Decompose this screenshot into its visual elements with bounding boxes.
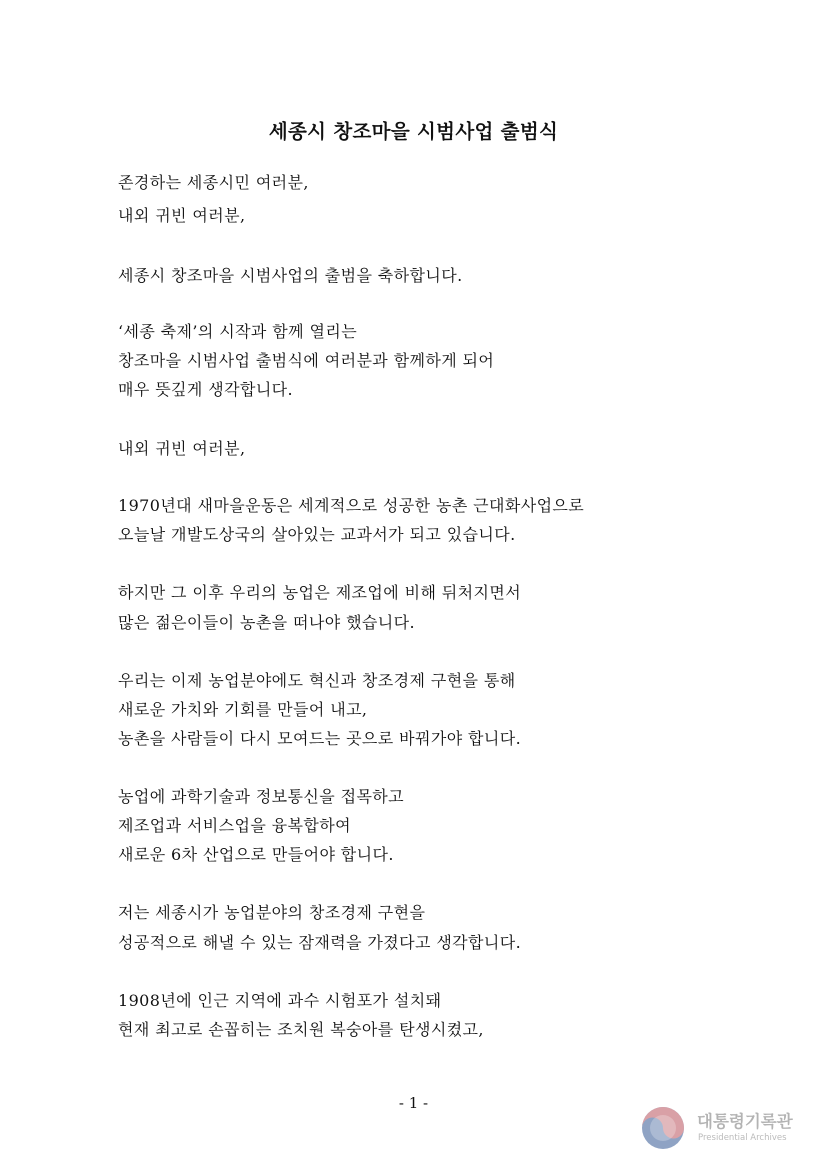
text-line: 매우 뜻깊게 생각합니다. (118, 380, 294, 399)
text-line: 새로운 가치와 기회를 만들어 내고, (118, 700, 368, 719)
document-title: 세종시 창조마을 시범사업 출범식 (268, 120, 559, 143)
text-line: 존경하는 세종시민 여러분, (118, 173, 309, 192)
text-line: 농촌을 사람들이 다시 모여드는 곳으로 바꿔가야 합니다. (118, 729, 522, 748)
text-line: ‘세종 축제’의 시작과 함께 열리는 (118, 322, 358, 341)
text-line: 오늘날 개발도상국의 살아있는 교과서가 되고 있습니다. (118, 525, 516, 544)
text-line: 성공적으로 해낼 수 있는 잠재력을 가졌다고 생각합니다. (118, 933, 522, 952)
taegeuk-logo-icon (640, 1105, 686, 1151)
text-line: 1908년에 인근 지역에 과수 시험포가 설치돼 (118, 991, 442, 1010)
text-line: 창조마을 시범사업 출범식에 여러분과 함께하게 되어 (118, 351, 495, 370)
text-line: 새로운 6차 산업으로 만들어야 합니다. (118, 845, 394, 864)
archive-watermark (640, 1102, 820, 1152)
watermark-english-text: Presidential Archives (698, 1133, 787, 1143)
text-line: 하지만 그 이후 우리의 농업은 제조업에 비해 뒤처지면서 (118, 583, 522, 602)
text-line: 1970년대 새마을운동은 세계적으로 성공한 농촌 근대화사업으로 (118, 496, 585, 515)
text-line: 제조업과 서비스업을 융복합하여 (118, 816, 351, 835)
text-line: 현재 최고로 손꼽히는 조치원 복숭아를 탄생시켰고, (118, 1020, 484, 1039)
text-line: 농업에 과학기술과 정보통신을 접목하고 (118, 787, 405, 806)
watermark-korean-text: 대통령기록관 (697, 1112, 793, 1131)
text-line: 내외 귀빈 여러분, (118, 439, 246, 458)
text-line: 내외 귀빈 여러분, (118, 206, 246, 225)
text-line: 저는 세종시가 농업분야의 창조경제 구현을 (118, 903, 426, 922)
text-line: 많은 젊은이들이 농촌을 떠나야 했습니다. (118, 613, 415, 632)
text-line: 세종시 창조마을 시범사업의 출범을 축하합니다. (118, 266, 463, 285)
page-number: - 1 - (398, 1094, 429, 1112)
text-line: 우리는 이제 농업분야에도 혁신과 창조경제 구현을 통해 (118, 671, 516, 690)
